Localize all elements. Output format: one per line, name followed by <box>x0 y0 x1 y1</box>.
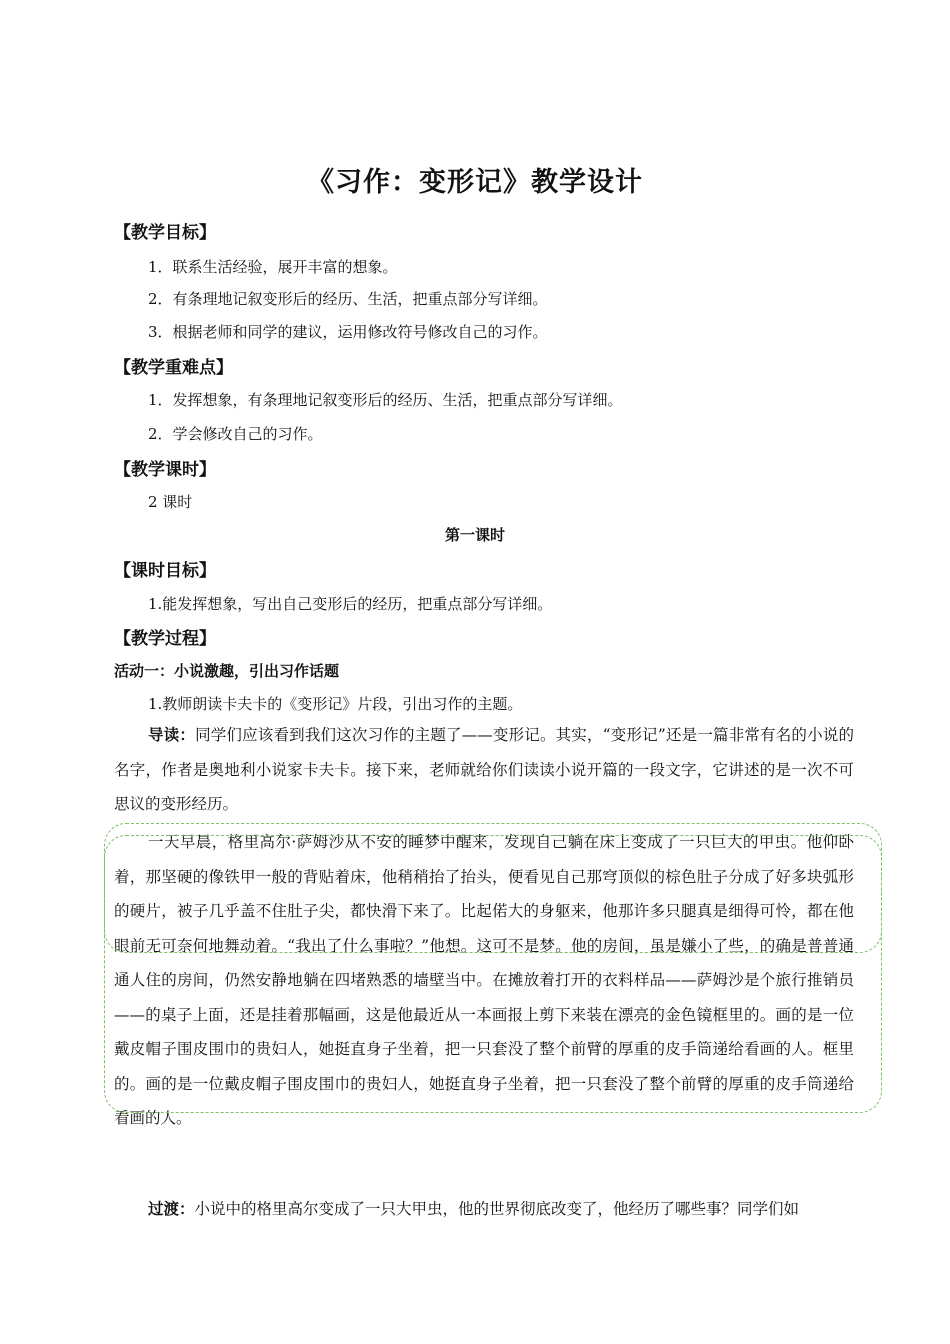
key-item-2: 2．学会修改自己的习作。 <box>148 425 323 443</box>
goal-item-2: 2．有条理地记叙变形后的经历、生活，把重点部分写详细。 <box>148 290 548 308</box>
novel-excerpt: 一天早晨，格里高尔·萨姆沙从不安的睡梦中醒来，发现自己躺在床上变成了一只巨大的甲虫。他仰卧着，那坚硬的像铁甲一般的背贴着床，他稍稍抬了抬头，便看见自己那穹顶似的棕色肚子分成了好多块弧形的硬片，被子几乎盖不住肚子尖，都快滑下来了。比起偌大的身躯来，他那许多只腿真是细得可怜，都在他眼前无可奈何地舞动着。“我出了什么事啦？”他想。这可不是梦。他的房间，虽是嫌小了些，的确是普普通通人住的房间，仍然安静地躺在四堵熟悉的墙壁当中。在摊放着打开的衣料样品——萨姆沙是个旅行推销员——的桌子上面，还是挂着那幅画，这是他最近从一本画报上剪下来装在漂亮的金色镜框里的。画的是一位戴皮帽子围皮围巾的贵妇人，她挺直身子坐着，把一只套没了整个前臂的厚重的皮手筒递给看画的人。框里的。画的是一位戴皮帽子围皮围巾的贵妇人，她挺直身子坐着，把一只套没了整个前臂的厚重的皮手筒递给看画的人。 <box>114 833 854 1127</box>
transition-text: 小说中的格里高尔变成了一只大甲虫，他的世界彻底改变了，他经历了哪些事？同学们如 <box>194 1200 800 1218</box>
lesson-goal-heading: 【课时目标】 <box>114 561 216 581</box>
hours-heading: 【教学课时】 <box>114 460 216 480</box>
goal-item-1: 1．联系生活经验，展开丰富的想象。 <box>148 258 398 276</box>
transition-paragraph <box>114 1192 854 1227</box>
key-points-heading: 【教学重难点】 <box>114 358 233 378</box>
lesson-goal-item: 1.能发挥想象，写出自己变形后的经历，把重点部分写详细。 <box>148 595 553 613</box>
lesson-one-title: 第一课时 <box>444 526 505 544</box>
hours-value: 2 课时 <box>148 493 193 511</box>
transition-label: 过渡： <box>148 1199 195 1218</box>
document-title: 《习作：变形记》教学设计 <box>307 167 643 198</box>
guide-paragraph <box>114 718 854 822</box>
process-heading: 【教学过程】 <box>114 629 216 649</box>
goals-heading: 【教学目标】 <box>114 223 216 243</box>
key-item-1: 1．发挥想象，有条理地记叙变形后的经历、生活，把重点部分写详细。 <box>148 391 623 409</box>
guide-label: 导读： <box>148 725 196 744</box>
guide-text: 同学们应该看到我们这次习作的主题了——变形记。其实，“变形记”还是一篇非常有名的小说的名字，作者是奥地利小说家卡夫卡。接下来，老师就给你们读读小说开篇的一段文字，它讲述的是一次不可思议的变形经历。 <box>114 726 854 813</box>
activity-step-1: 1.教师朗读卡夫卡的《变形记》片段，引出习作的主题。 <box>148 695 523 713</box>
activity-one-title: 活动一：小说激趣，引出习作话题 <box>114 662 340 680</box>
goal-item-3: 3．根据老师和同学的建议，运用修改符号修改自己的习作。 <box>148 323 548 341</box>
